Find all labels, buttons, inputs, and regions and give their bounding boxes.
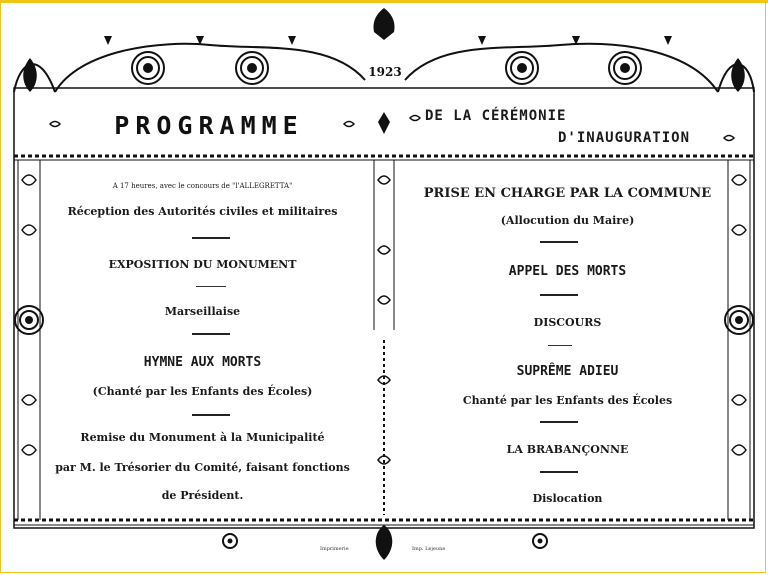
- divider: [540, 471, 578, 473]
- left-item-remise-line1: Remise du Monument à la Municipalité: [80, 431, 325, 444]
- ceremony-subtitle-line1: DE LA CÉRÉMONIE: [425, 108, 567, 124]
- left-item-remise-line3: de Président.: [161, 489, 244, 502]
- right-item-discours: DISCOURS: [533, 316, 602, 329]
- right-item-prise-en-charge: PRISE EN CHARGE PAR LA COMMUNE: [423, 186, 712, 201]
- right-item-allocution: (Allocution du Maire): [500, 214, 635, 227]
- left-item-hymne-note: (Chanté par les Enfants des Écoles): [92, 385, 313, 398]
- divider: [192, 414, 230, 416]
- right-item-supreme-adieu: SUPRÊME ADIEU: [516, 364, 619, 379]
- divider: [192, 333, 230, 335]
- programme-title: PROGRAMME: [114, 111, 304, 140]
- intro-note: A 17 heures, avec le concours de "l'ALLEGRETTA": [112, 182, 293, 190]
- divider: [548, 345, 572, 346]
- divider: [196, 286, 226, 287]
- divider: [540, 421, 578, 423]
- right-item-appel-des-morts: APPEL DES MORTS: [508, 264, 627, 279]
- ceremony-subtitle-line2: D'INAUGURATION: [558, 130, 691, 146]
- divider: [540, 241, 578, 243]
- left-item-marseillaise: Marseillaise: [164, 305, 241, 318]
- year-label: 1923: [368, 65, 402, 79]
- right-item-dislocation: Dislocation: [532, 492, 603, 505]
- left-item-reception: Réception des Autorités civiles et militaires: [67, 205, 338, 218]
- left-item-hymne: HYMNE AUX MORTS: [143, 355, 262, 370]
- printer-mark-right: Imp. Lejeune: [412, 546, 446, 552]
- divider: [192, 237, 230, 239]
- right-item-brabanconne: LA BRABANÇONNE: [506, 443, 629, 456]
- left-item-exposition: EXPOSITION DU MONUMENT: [108, 258, 297, 271]
- right-item-supreme-adieu-note: Chanté par les Enfants des Écoles: [462, 394, 673, 407]
- printer-mark-left: Imprimerie: [320, 546, 349, 552]
- left-item-remise-line2: par M. le Trésorier du Comité, faisant fonctions: [55, 461, 350, 474]
- divider: [540, 294, 578, 296]
